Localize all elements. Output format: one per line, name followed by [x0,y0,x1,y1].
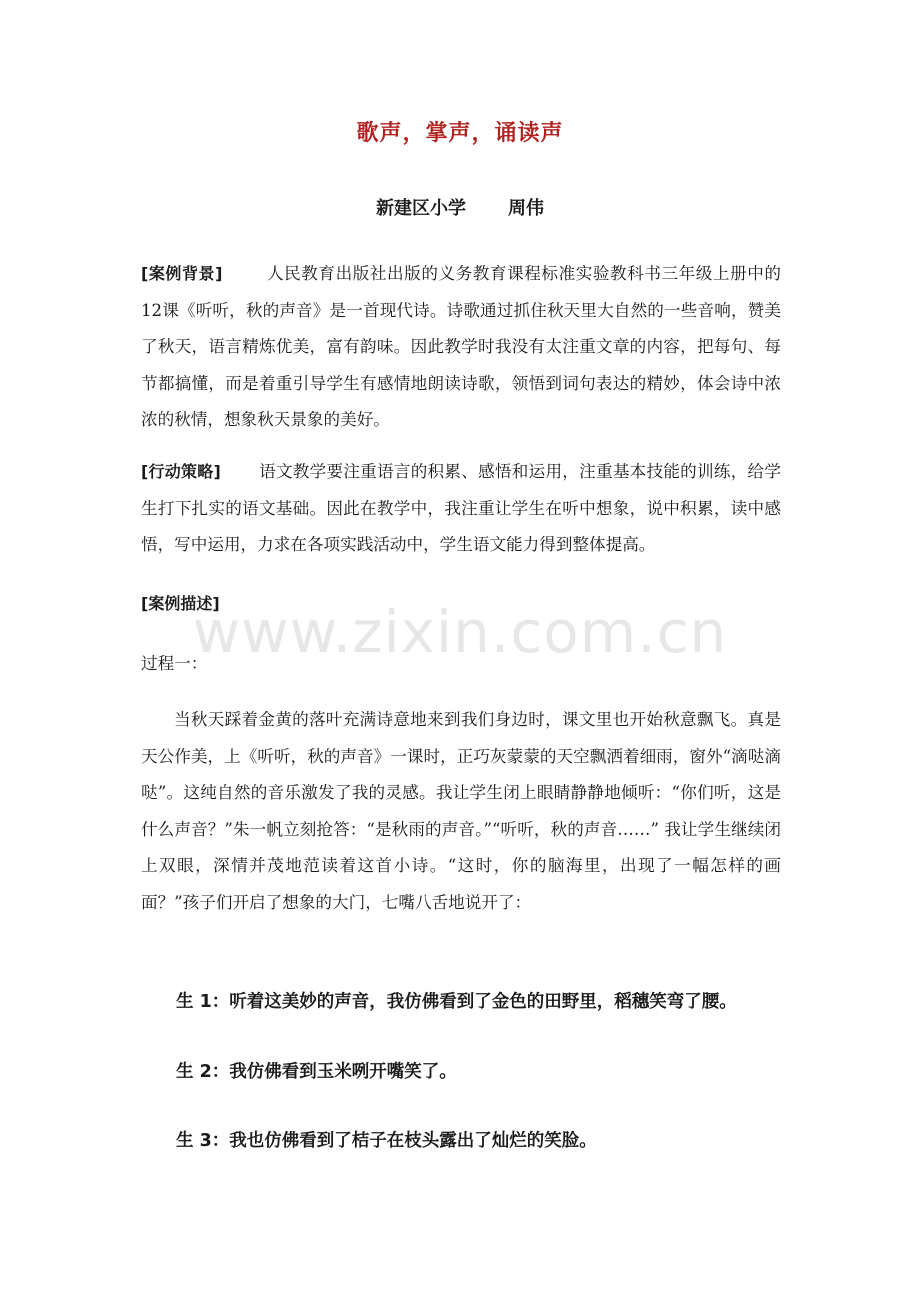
strategy-paragraph [141,454,781,564]
author-name: 周伟 [508,198,544,219]
watermark: www.zixin.com.cn [192,598,728,666]
student-answer-2: 生 2：我仿佛看到玉米咧开嘴笑了。 [176,1062,457,1082]
process-heading: 过程一： [141,654,208,673]
student-answer-3: 生 3：我也仿佛看到了桔子在枝头露出了灿烂的笑脸。 [176,1131,597,1151]
description-label: [案例描述] [141,594,220,613]
student-answer-1: 生 1：听着这美妙的声音，我仿佛看到了金色的田野里，稻穗笑弯了腰。 [176,992,737,1012]
author-line [0,194,920,220]
school-name: 新建区小学 [376,198,466,219]
background-label: [案例背景] [141,264,223,283]
strategy-label: [行动策略] [141,462,221,481]
description-body: 当秋天踩着金黄的落叶充满诗意地来到我们身边时，课文里也开始秋意飘飞。真是天公作美，上《听听，秋的声音》一课时，正巧灰蒙蒙的天空飘洒着细雨，窗外“滴哒滴哒”。这纯自然的音乐激发了我的灵感。我让学生闭上眼睛静静地倾听：“你们听，这是什么声音？”朱一帆立刻抢答：“是秋雨的声音。”“听听，秋的声音……” 我让学生继续闭上双眼，深情并茂地范读着这首小诗。“这时，你的脑海里，出现了一幅怎样的画面？”孩子们开启了想象的大门，七嘴八舌地说开了： [141,710,781,912]
background-text: 人民教育出版社出版的义务教育课程标准实验教科书三年级上册中的12课《听听，秋的声音》是一首现代诗。诗歌通过抓住秋天里大自然的一些音响，赞美了秋天，语言精炼优美，富有韵味。因此教学时我没有太注重文章的内容，把每句、每节都搞懂，而是着重引导学生有感情地朗读诗歌，领悟到词句表达的精妙，体会诗中浓浓的秋情，想象秋天景象的美好。 [141,264,781,429]
document-title: 歌声，掌声，诵读声 [356,121,564,146]
background-paragraph [141,256,781,439]
strategy-text: 语文教学要注重语言的积累、感悟和运用，注重基本技能的训练，给学生打下扎实的语文基础。因此在教学中，我注重让学生在听中想象，说中积累，读中感悟，写中运用，力求在各项实践活动中，学生语文能力得到整体提高。 [141,462,781,554]
